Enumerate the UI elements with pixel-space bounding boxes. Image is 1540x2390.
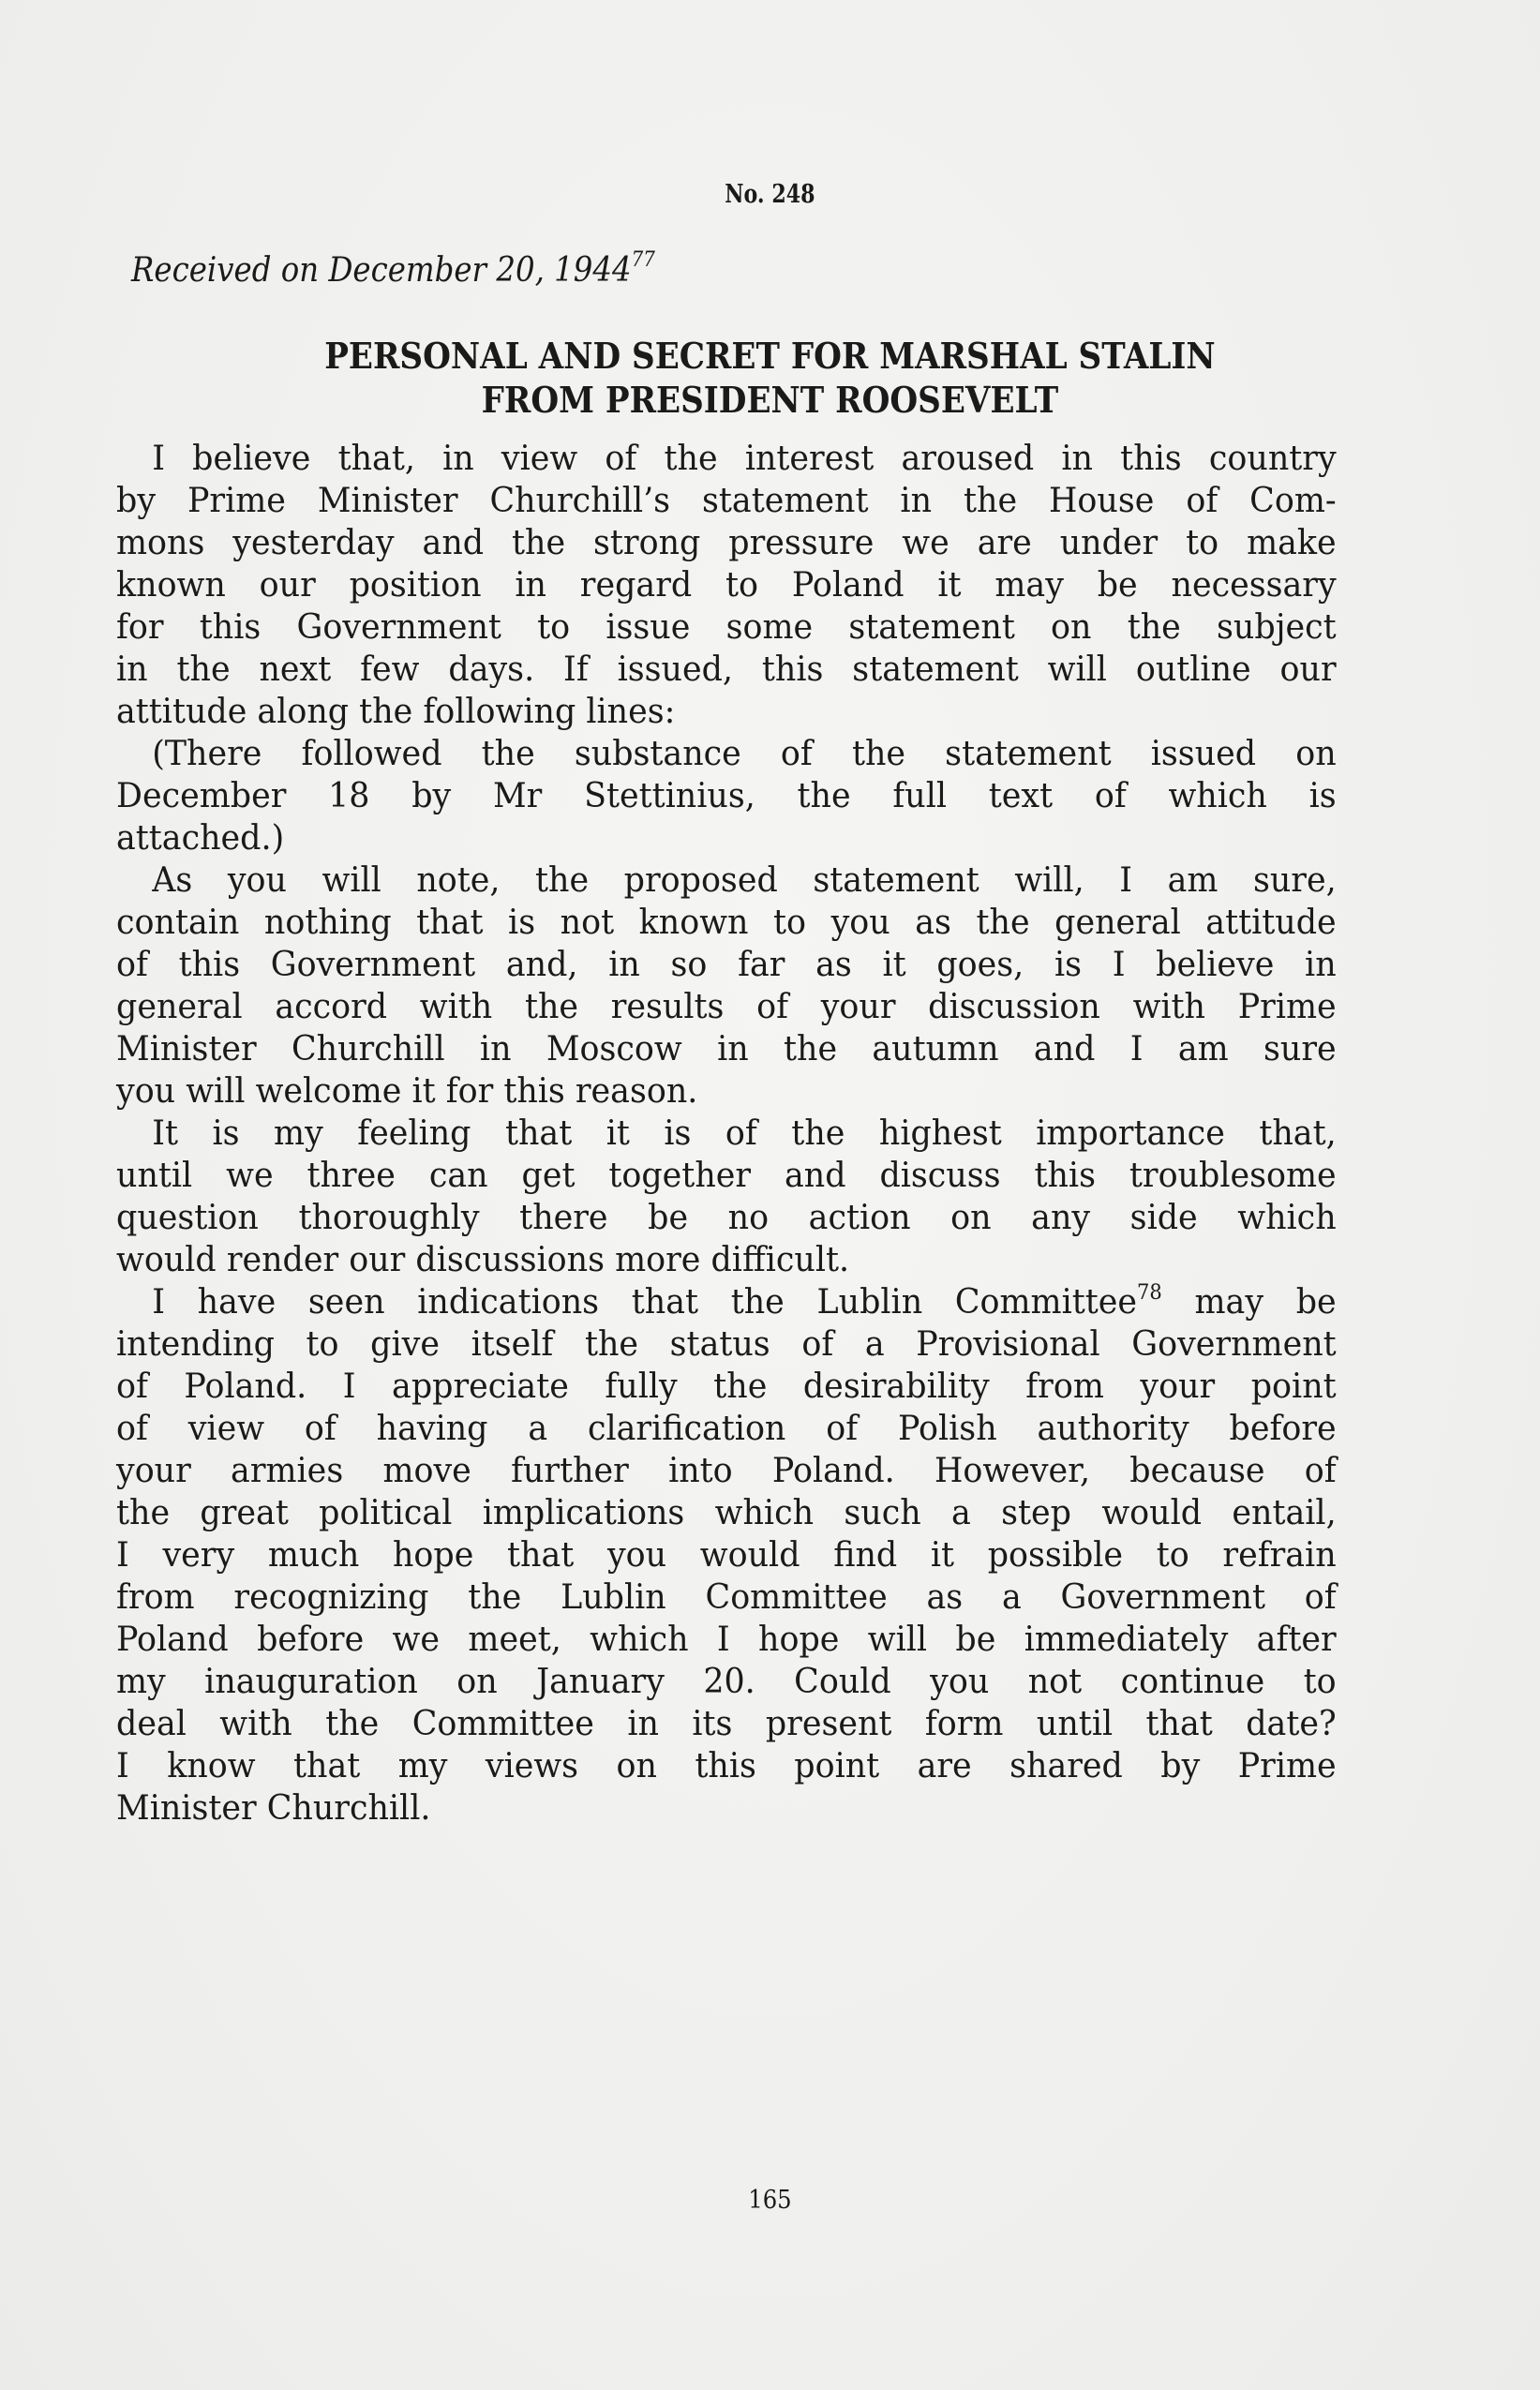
body-line xyxy=(116,1322,1337,1365)
body-line-text: December 18 by Mr Stettinius, the full text of which is xyxy=(116,775,1337,815)
body-line-text: of view of having a clarification of Polish authority before xyxy=(116,1408,1337,1448)
body-line-text: attached.) xyxy=(116,817,285,858)
body-line xyxy=(116,521,1337,563)
body-line-text: would render our discussions more difficult. xyxy=(116,1239,850,1279)
body-line-text: intending to give itself the status of a Provisional Government xyxy=(116,1323,1337,1364)
body-line-text: As you will note, the proposed statement will, I am sure, xyxy=(152,859,1337,900)
body-line-text: of Poland. I appreciate fully the desirability from your point xyxy=(116,1366,1337,1406)
body-line xyxy=(116,1365,1337,1407)
page-number: 165 xyxy=(748,2186,792,2215)
body-line-text: Poland before we meet, which I hope will be immediately after xyxy=(116,1619,1337,1659)
received-date-text: Received on December 20, 1944 xyxy=(131,251,632,290)
body-line xyxy=(116,1702,1337,1744)
body-line-text: in the next few days. If issued, this statement will outline our xyxy=(116,649,1337,689)
document-number: No. 248 xyxy=(725,180,815,209)
body-line xyxy=(116,732,1337,774)
body-line xyxy=(116,1786,1337,1829)
message-title xyxy=(77,334,1463,422)
body-line-text: contain nothing that is not known to you as the general attitude xyxy=(116,902,1337,942)
body-line xyxy=(116,1491,1337,1533)
body-line xyxy=(116,943,1337,985)
body-line xyxy=(116,1449,1337,1491)
received-date-line xyxy=(131,248,655,290)
body-line-text: I have seen indications that the Lublin Committee xyxy=(152,1281,1138,1322)
body-line xyxy=(116,479,1337,521)
body-line xyxy=(116,1027,1337,1069)
body-line xyxy=(116,1533,1337,1576)
body-line xyxy=(116,605,1337,648)
body-line-text: deal with the Committee in its present form until that date? xyxy=(116,1703,1337,1743)
body-line-text: Minister Churchill. xyxy=(116,1787,431,1828)
body-line-text: for this Government to issue some statement on the subject xyxy=(116,606,1337,647)
body-line xyxy=(116,1112,1337,1154)
body-line xyxy=(116,985,1337,1027)
title-line: PERSONAL AND SECRET FOR MARSHAL STALIN xyxy=(324,335,1216,377)
body-line xyxy=(116,563,1337,605)
body-line xyxy=(116,1660,1337,1702)
body-line xyxy=(116,816,1337,859)
body-line xyxy=(116,1576,1337,1618)
body-line-text-continued: may be xyxy=(1161,1281,1337,1322)
body-line-text: mons yesterday and the strong pressure we are under to make xyxy=(116,522,1337,562)
body-line-text: your armies move further into Poland. However, because of xyxy=(116,1450,1337,1490)
body-line xyxy=(116,1618,1337,1660)
body-line-text: Minister Churchill in Moscow in the autumn and I am sure xyxy=(116,1028,1337,1068)
body-line xyxy=(116,690,1337,732)
body-line xyxy=(116,1154,1337,1196)
body-line-text: (There followed the substance of the statement issued on xyxy=(152,733,1337,773)
body-line-text: question thoroughly there be no action on any side which xyxy=(116,1197,1337,1237)
body-line-text: I very much hope that you would find it possible to refrain xyxy=(116,1534,1337,1575)
body-line-text: known our position in regard to Poland it may be necessary xyxy=(116,564,1337,605)
footnote-marker: 77 xyxy=(631,248,655,272)
body-line-text: It is my feeling that it is of the highest importance that, xyxy=(152,1113,1337,1153)
title-line: FROM PRESIDENT ROOSEVELT xyxy=(481,379,1059,421)
body-line-text: I know that my views on this point are shared by Prime xyxy=(116,1745,1337,1785)
body-line-text: until we three can get together and discuss this troublesome xyxy=(116,1155,1337,1195)
body-line xyxy=(116,901,1337,943)
body-line-text: the great political implications which such a step would entail, xyxy=(116,1492,1337,1532)
body-line xyxy=(116,1069,1337,1112)
body-line-text: my inauguration on January 20. Could you not continue to xyxy=(116,1661,1337,1701)
body-line-text: attitude along the following lines: xyxy=(116,691,676,731)
footnote-marker: 78 xyxy=(1137,1281,1162,1305)
body-line xyxy=(116,1196,1337,1238)
body-line xyxy=(116,648,1337,690)
body-line xyxy=(116,774,1337,816)
body-line xyxy=(116,1238,1337,1280)
body-line xyxy=(116,1280,1337,1322)
body-line xyxy=(116,859,1337,901)
body-line xyxy=(116,437,1337,479)
body-line-text: you will welcome it for this reason. xyxy=(116,1070,698,1111)
body-line xyxy=(116,1744,1337,1786)
message-body xyxy=(116,437,1337,1829)
body-line xyxy=(116,1407,1337,1449)
body-line-text: by Prime Minister Churchill’s statement in the House of Com- xyxy=(116,480,1337,520)
body-line-text: of this Government and, in so far as it goes, is I believe in xyxy=(116,944,1337,984)
body-line-text: from recognizing the Lublin Committee as a Government of xyxy=(116,1576,1337,1617)
body-line-text: general accord with the results of your discussion with Prime xyxy=(116,986,1337,1026)
body-line-text: I believe that, in view of the interest aroused in this country xyxy=(152,438,1337,478)
